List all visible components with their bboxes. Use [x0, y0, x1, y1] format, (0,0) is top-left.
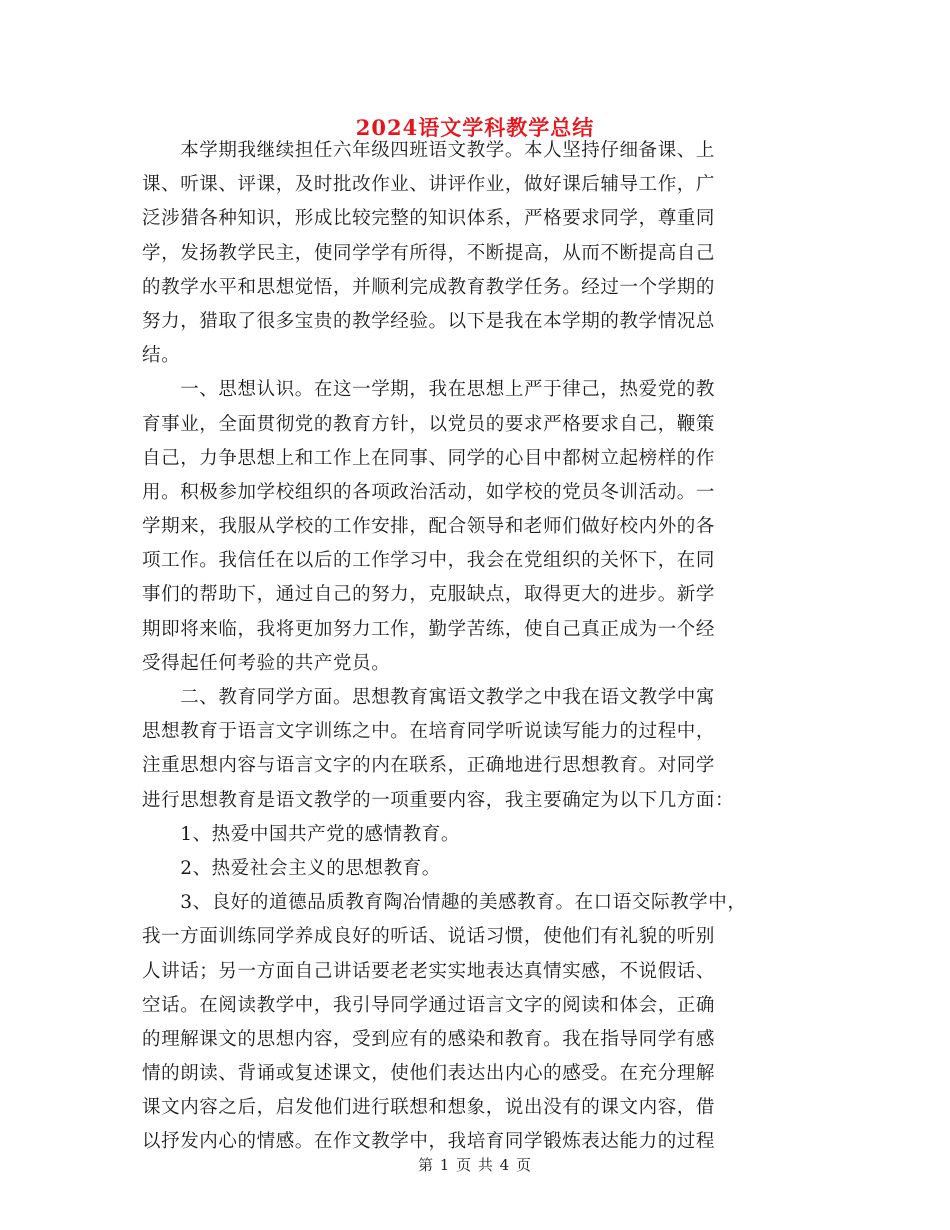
page-footer: 第 1 页 共 4 页	[418, 1156, 532, 1174]
body-line: 学期来，我服从学校的工作安排，配合领导和老师们做好校内外的各	[142, 516, 716, 538]
body-line: 泛涉猎各种知识，形成比较完整的知识体系，严格要求同学，尊重同	[142, 208, 716, 230]
body-line: 情的朗读、背诵或复述课文，使他们表达出内心的感受。在充分理解	[142, 1063, 716, 1085]
body-line: 育事业，全面贯彻党的教育方针，以党员的要求严格要求自己，鞭策	[142, 413, 716, 435]
body-line: 我一方面训练同学养成良好的听话、说话习惯，使他们有礼貌的听别	[142, 926, 716, 948]
document-title: 2024语文学科教学总结	[355, 115, 595, 140]
body-line: 一、思想认识。在这一学期，我在思想上严于律己，热爱党的教	[142, 379, 716, 401]
body-line: 课文内容之后，启发他们进行联想和想象，说出没有的课文内容，借	[142, 1097, 716, 1119]
body-line: 空话。在阅读教学中，我引导同学通过语言文字的阅读和体会，正确	[142, 994, 716, 1016]
body-line: 项工作。我信任在以后的工作学习中，我会在党组织的关怀下，在同	[142, 550, 716, 572]
body-line: 2、热爱社会主义的思想教育。	[142, 857, 441, 879]
body-line: 本学期我继续担任六年级四班语文教学。本人坚持仔细备课、上	[142, 140, 716, 161]
body-line: 努力，猎取了很多宝贵的教学经验。以下是我在本学期的教学情况总	[142, 310, 716, 332]
body-line: 人讲话；另一方面自己讲话要老老实实地表达真情实感，不说假话、	[142, 960, 716, 982]
body-line: 1、热爱中国共产党的感情教育。	[142, 823, 460, 845]
body-line: 受得起任何考验的共产党员。	[142, 652, 391, 674]
body-line: 学，发扬教学民主，使同学学有所得，不断提高，从而不断提高自己	[142, 242, 716, 264]
body-line: 课、听课、评课，及时批改作业、讲评作业，做好课后辅导工作，广	[142, 174, 716, 196]
body-line: 注重思想内容与语言文字的内在联系，正确地进行思想教育。对同学	[142, 755, 716, 777]
body-line: 用。积极参加学校组织的各项政治活动，如学校的党员冬训活动。一	[142, 481, 716, 503]
body-line: 的理解课文的思想内容，受到应有的感染和教育。我在指导同学有感	[142, 1028, 716, 1050]
body-line: 二、教育同学方面。思想教育寓语文教学之中我在语文教学中寓	[142, 687, 716, 708]
body-line: 事们的帮助下，通过自己的努力，克服缺点，取得更大的进步。新学	[142, 584, 716, 606]
body-line: 结。	[142, 345, 181, 367]
body-line: 思想教育于语言文字训练之中。在培育同学听说读写能力的过程中，	[142, 721, 716, 743]
document-body	[142, 134, 806, 1160]
body-line: 期即将来临，我将更加努力工作，勤学苦练，使自己真正成为一个经	[142, 618, 716, 640]
body-line: 3、良好的道德品质教育陶冶情趣的美感教育。在口语交际教学中，	[142, 892, 747, 914]
body-line: 以抒发内心的情感。在作文教学中，我培育同学锻炼表达能力的过程	[142, 1131, 716, 1153]
body-line: 进行思想教育是语文教学的一项重要内容，我主要确定为以下几方面：	[142, 789, 735, 811]
body-line: 的教学水平和思想觉悟，并顺利完成教育教学任务。经过一个学期的	[142, 276, 716, 298]
body-line: 自己，力争思想上和工作上在同事、同学的心目中都树立起榜样的作	[142, 447, 716, 469]
